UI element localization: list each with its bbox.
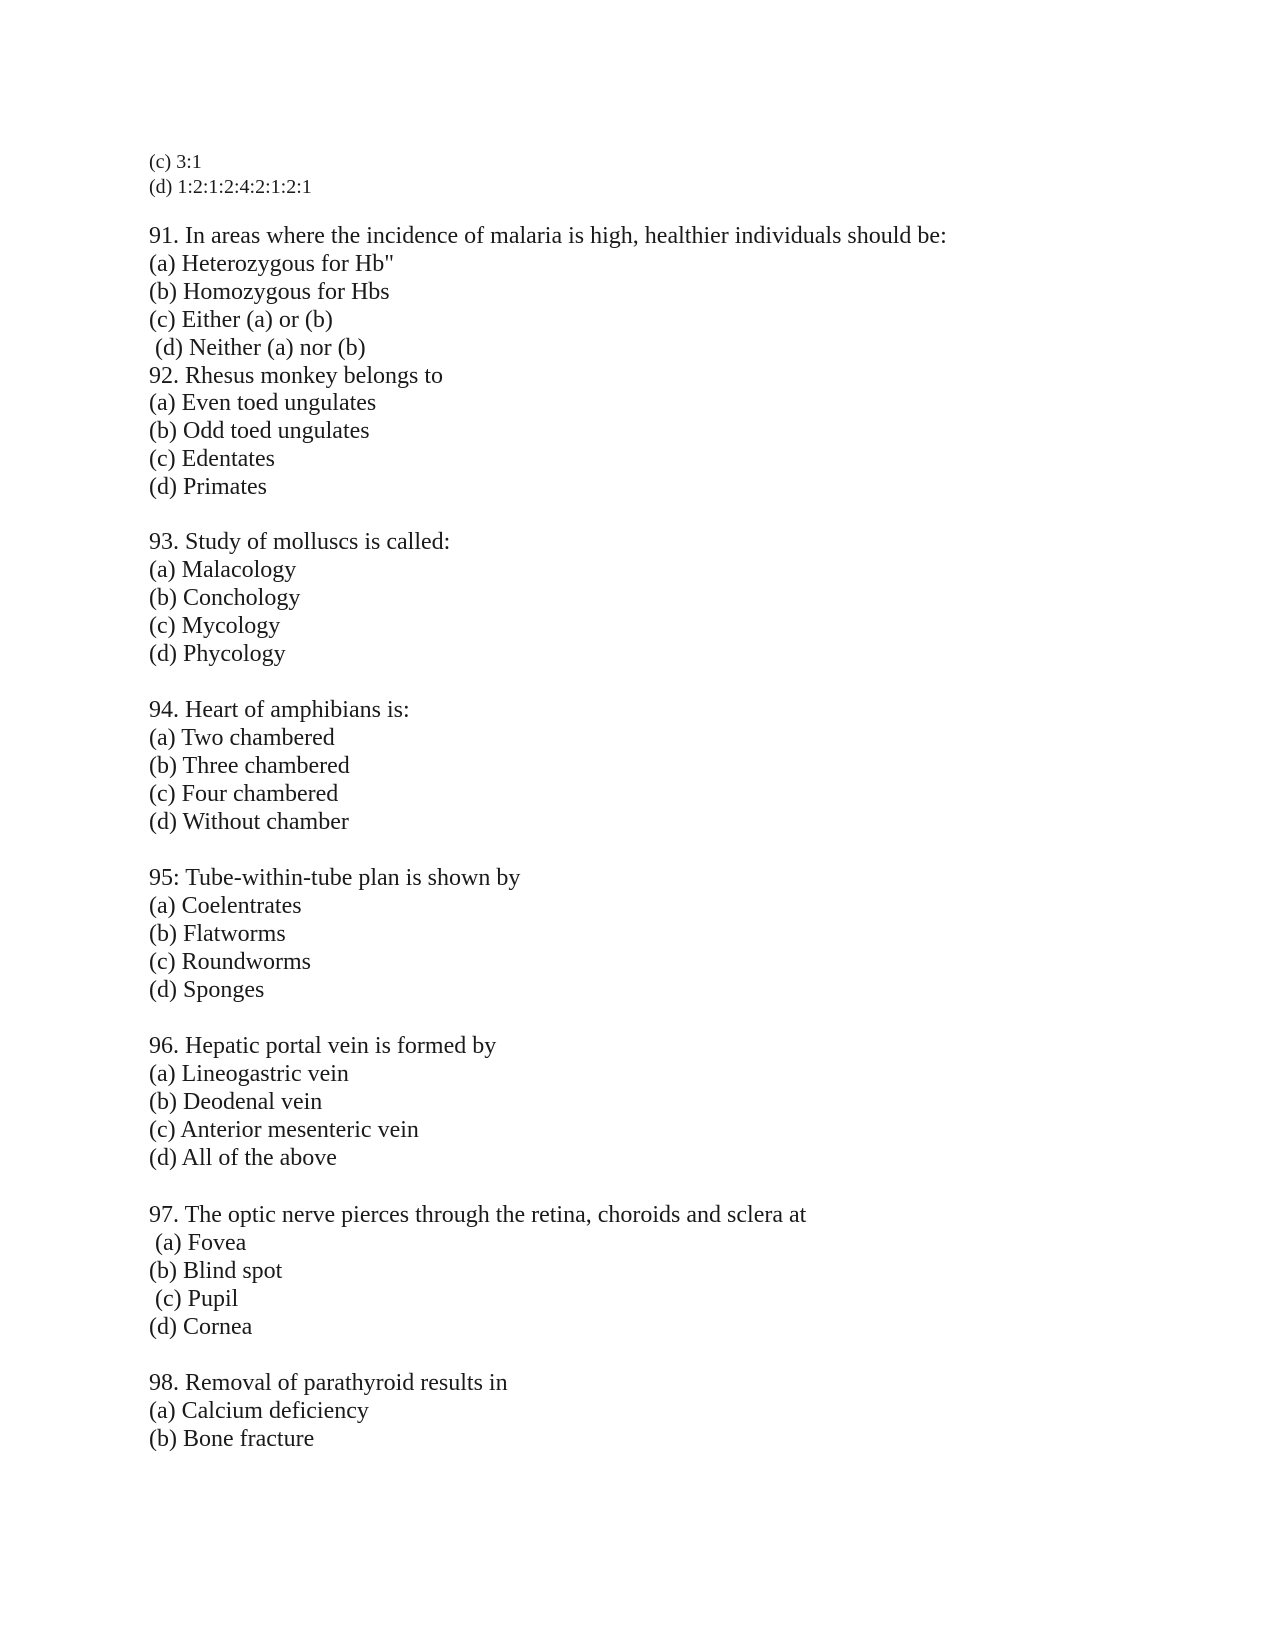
question-95: 95: Tube-within-tube plan is shown by	[149, 865, 521, 891]
option-line: (c) 3:1	[149, 151, 202, 173]
option-line: (b) Bone fracture	[149, 1426, 315, 1452]
option-line: (b) Flatworms	[149, 921, 286, 947]
option-line: (b) Three chambered	[149, 753, 350, 779]
option-line: (d) All of the above	[149, 1145, 337, 1171]
option-line: (d) Phycology	[149, 641, 286, 667]
option-line: (b) Blind spot	[149, 1258, 283, 1284]
option-line: (c) Anterior mesenteric vein	[149, 1117, 419, 1143]
question-96: 96. Hepatic portal vein is formed by	[149, 1033, 497, 1059]
option-line: (c) Roundworms	[149, 949, 311, 975]
option-line: (c) Edentates	[149, 446, 275, 472]
option-line: (b) Homozygous for Hbs	[149, 279, 390, 305]
option-line: (a) Even toed ungulates	[149, 390, 377, 416]
option-line: (d) Cornea	[149, 1314, 253, 1340]
option-line: (d) Neither (a) nor (b)	[155, 335, 366, 361]
option-line: (a) Fovea	[155, 1230, 247, 1256]
question-92: 92. Rhesus monkey belongs to	[149, 363, 443, 389]
option-line: (d) 1:2:1:2:4:2:1:2:1	[149, 176, 312, 198]
option-line: (c) Mycology	[149, 613, 281, 639]
option-line: (a) Lineogastric vein	[149, 1061, 349, 1087]
option-line: (d) Primates	[149, 474, 267, 500]
option-line: (b) Deodenal vein	[149, 1089, 323, 1115]
option-line: (a) Two chambered	[149, 725, 335, 751]
question-97: 97. The optic nerve pierces through the retina, choroids and sclera at	[149, 1202, 807, 1228]
option-line: (a) Coelentrates	[149, 893, 302, 919]
option-line: (c) Four chambered	[149, 781, 339, 807]
option-line: (a) Heterozygous for Hb"	[149, 251, 395, 277]
option-line: (b) Conchology	[149, 585, 301, 611]
question-98: 98. Removal of parathyroid results in	[149, 1370, 508, 1396]
option-line: (d) Without chamber	[149, 809, 349, 835]
option-line: (a) Calcium deficiency	[149, 1398, 369, 1424]
question-91: 91. In areas where the incidence of malaria is high, healthier individuals should be:	[149, 223, 947, 249]
question-94: 94. Heart of amphibians is:	[149, 697, 410, 723]
option-line: (c) Pupil	[155, 1286, 239, 1312]
option-line: (c) Either (a) or (b)	[149, 307, 333, 333]
option-line: (d) Sponges	[149, 977, 265, 1003]
question-93: 93. Study of molluscs is called:	[149, 529, 451, 555]
option-line: (b) Odd toed ungulates	[149, 418, 370, 444]
option-line: (a) Malacology	[149, 557, 297, 583]
